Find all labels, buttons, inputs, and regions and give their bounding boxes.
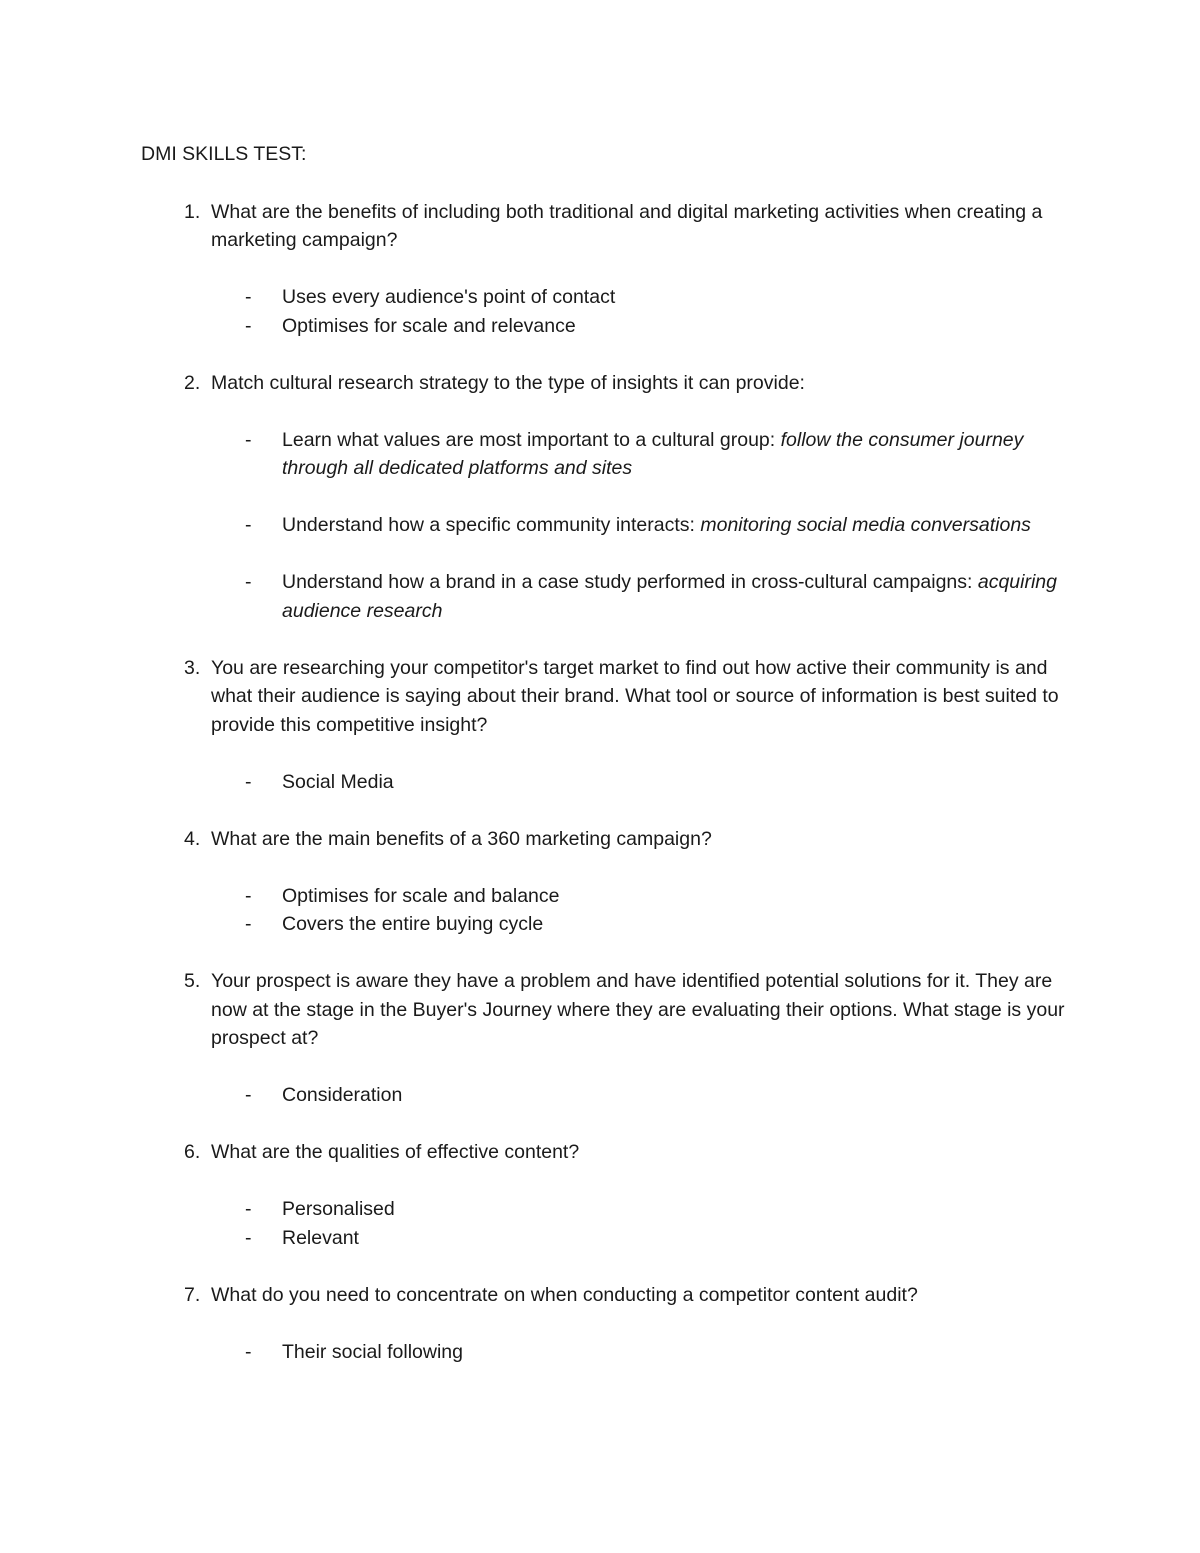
question-3	[141, 654, 1071, 797]
answer-text	[282, 426, 1071, 483]
bullet-dash: -	[245, 1340, 252, 1363]
question-number: 3.	[184, 656, 201, 679]
question-text: What are the qualities of effective content?	[211, 1141, 580, 1163]
question-number: 4.	[184, 827, 201, 850]
bullet-dash: -	[245, 286, 252, 308]
question-text: What are the main benefits of a 360 marketing campaign?	[211, 827, 712, 850]
answer-text	[282, 568, 1071, 625]
question-number: 2.	[184, 371, 201, 394]
answer-item	[141, 426, 1071, 483]
question-text: You are researching your competitor's target market to find out how active their community is and what their audience is saying about their brand. What tool or source of information is best suited to provide this competitive insight?	[211, 656, 1059, 736]
question-number: 5.	[184, 970, 201, 992]
bullet-dash: -	[245, 913, 252, 935]
bullet-dash: -	[245, 514, 252, 536]
answer-item	[141, 1195, 1071, 1224]
answer-list	[141, 1195, 1071, 1252]
bullet-dash: -	[245, 1198, 252, 1220]
question-1	[141, 198, 1071, 341]
answer-item	[141, 882, 1071, 911]
question-number: 1.	[184, 200, 201, 223]
answer-italic: follow the consumer journey through all dedicated platforms and sites	[282, 428, 1024, 479]
answer-item	[141, 910, 1071, 939]
question-number: 6.	[184, 1141, 201, 1163]
answer-item	[141, 1224, 1071, 1253]
bullet-dash: -	[245, 1084, 252, 1106]
bullet-dash: -	[245, 884, 252, 907]
answer-text: Social Media	[282, 770, 394, 793]
question-number: 7.	[184, 1283, 201, 1306]
question-6	[141, 1138, 1071, 1252]
question-text: What do you need to concentrate on when conducting a competitor content audit?	[211, 1283, 918, 1306]
answer-list	[141, 283, 1071, 340]
answer-list	[141, 882, 1071, 939]
answer-italic: monitoring social media conversations	[700, 514, 1031, 536]
question-text: What are the benefits of including both traditional and digital marketing activities when creating a marketing campaign?	[211, 200, 1043, 251]
answer-text: Relevant	[282, 1226, 359, 1249]
answer-item	[141, 312, 1071, 341]
answer-label: Understand how a specific community interacts:	[282, 514, 701, 536]
answer-list	[141, 768, 1071, 797]
question-7	[141, 1281, 1071, 1367]
answer-item	[141, 568, 1071, 625]
answer-label: Understand how a brand in a case study performed in cross-cultural campaigns:	[282, 571, 978, 593]
answer-list	[141, 1338, 1071, 1367]
answer-text: Consideration	[282, 1084, 403, 1106]
question-4	[141, 825, 1071, 939]
answer-list	[141, 1081, 1071, 1110]
question-2	[141, 369, 1071, 626]
answer-text	[282, 511, 1071, 540]
answer-text: Uses every audience's point of contact	[282, 286, 616, 308]
answer-text: Personalised	[282, 1198, 395, 1220]
answer-item	[141, 1081, 1071, 1110]
answer-item	[141, 283, 1071, 312]
answer-italic: acquiring audience research	[282, 571, 1057, 622]
question-5	[141, 967, 1071, 1110]
question-text: Your prospect is aware they have a problem and have identified potential solutions for it. They are now at the stage in the Buyer's Journey where they are evaluating their options. What stage is your prospect at?	[211, 970, 1065, 1049]
bullet-dash: -	[245, 314, 252, 337]
bullet-dash: -	[245, 1226, 252, 1249]
answer-item	[141, 511, 1071, 540]
answer-item	[141, 768, 1071, 797]
document-title: DMI SKILLS TEST:	[141, 143, 307, 165]
bullet-dash: -	[245, 571, 252, 593]
answer-text: Optimises for scale and relevance	[282, 314, 576, 337]
answer-text: Covers the entire buying cycle	[282, 913, 544, 935]
answer-list	[141, 426, 1071, 626]
answer-label: Learn what values are most important to a cultural group:	[282, 428, 781, 451]
answer-text: Their social following	[282, 1340, 463, 1363]
question-text: Match cultural research strategy to the type of insights it can provide:	[211, 371, 805, 394]
bullet-dash: -	[245, 428, 252, 451]
answer-text: Optimises for scale and balance	[282, 884, 560, 907]
document-page	[141, 140, 1071, 1395]
bullet-dash: -	[245, 770, 252, 793]
answer-item	[141, 1338, 1071, 1367]
